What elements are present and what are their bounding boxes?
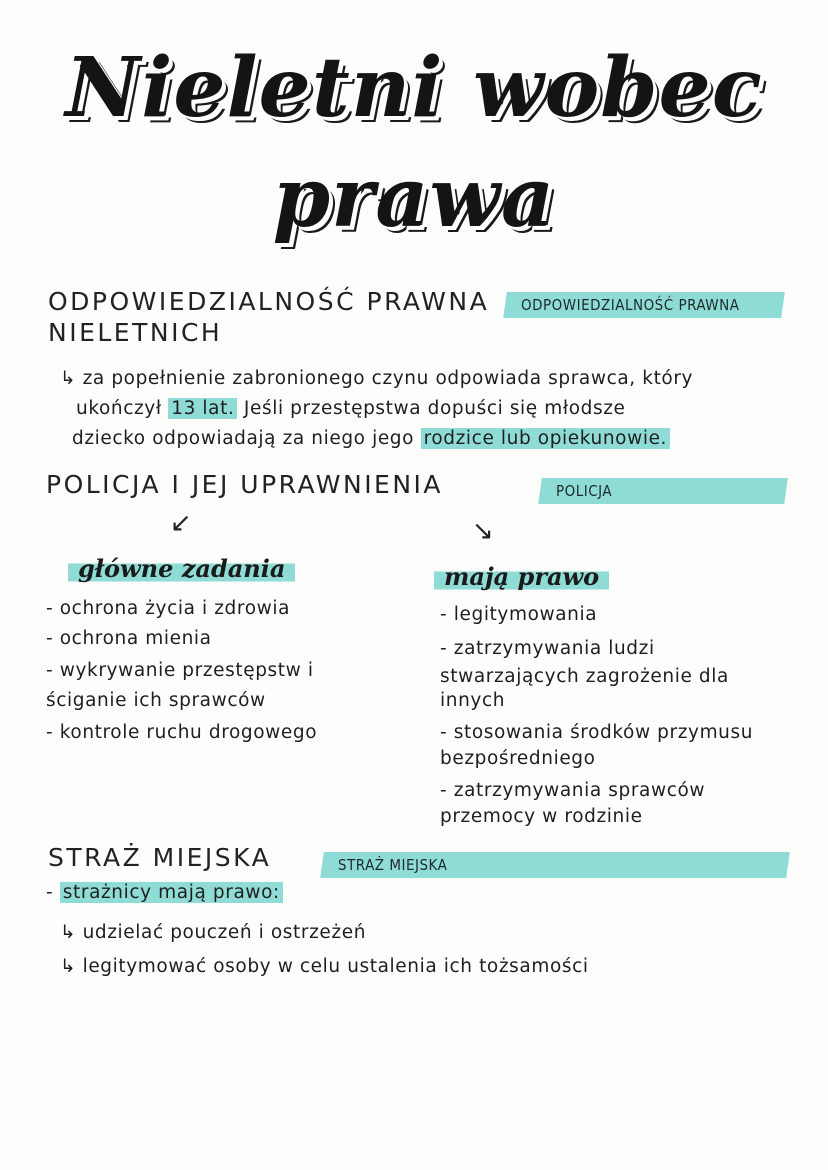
section2-heading: POLICJA I JEJ UPRAWNIENIA [46,470,444,499]
arrow-icon: ↳ [60,368,77,389]
section3-heading: STRAŻ MIEJSKA [48,843,272,872]
title-line-1: Nieletni wobec [65,40,763,136]
left-item-3: - wykrywanie przestępstw i [46,660,314,681]
section1-line2: ukończył 13 lat. Jeśli przestępstwa dopuści się młodsze [76,398,626,419]
section1-line1: ↳ za popełnienie zabronionego czynu odpowiada sprawca, który [60,368,694,389]
right-item-4: innych [440,690,506,711]
title-line-2: prawa [272,150,556,246]
left-column-title: główne zadania [68,552,295,585]
right-column-title: mają prawo [434,560,609,593]
section3-line1: - strażnicy mają prawo: [46,884,283,903]
section1-highlight: ODPOWIEDZIALNOŚĆ PRAWNA [503,292,785,318]
arrow-left-icon: ↙ [170,508,192,538]
section1-heading-line2: NIELETNICH [48,318,223,347]
right-item-8: przemocy w rodzinie [440,806,643,827]
section1-heading-line1: ODPOWIEDZIALNOŚĆ PRAWNA [48,287,490,316]
left-item-4: ściganie ich sprawców [46,690,266,711]
right-item-1: - legitymowania [440,604,598,625]
left-item-5: - kontrole ruchu drogowego [46,722,318,743]
right-item-3: stwarzających zagrożenie dla [440,666,729,687]
arrow-right-icon: ↘ [472,516,494,546]
highlight-straznicy: strażnicy mają prawo: [60,882,283,903]
highlight-rodzice: rodzice lub opiekunowie. [421,428,670,449]
right-item-7: - zatrzymywania sprawców [440,780,706,801]
section2-highlight: POLICJA [538,478,788,504]
highlight-13-lat: 13 lat. [168,398,237,419]
right-item-5: - stosowania środków przymusu [440,722,754,743]
left-item-2: - ochrona mienia [46,628,212,649]
right-item-2: - zatrzymywania ludzi [440,638,655,659]
left-item-1: - ochrona życia i zdrowia [46,598,291,619]
section3-line2: ↳ udzielać pouczeń i ostrzeżeń [60,922,367,943]
section3-line3: ↳ legitymować osoby w celu ustalenia ich tożsamości [60,956,589,977]
section3-highlight: STRAŻ MIEJSKA [320,852,790,878]
section1-line3: dziecko odpowiadają za niego jego rodzice lub opiekunowie. [72,430,670,449]
right-item-6: bezpośredniego [440,748,596,769]
